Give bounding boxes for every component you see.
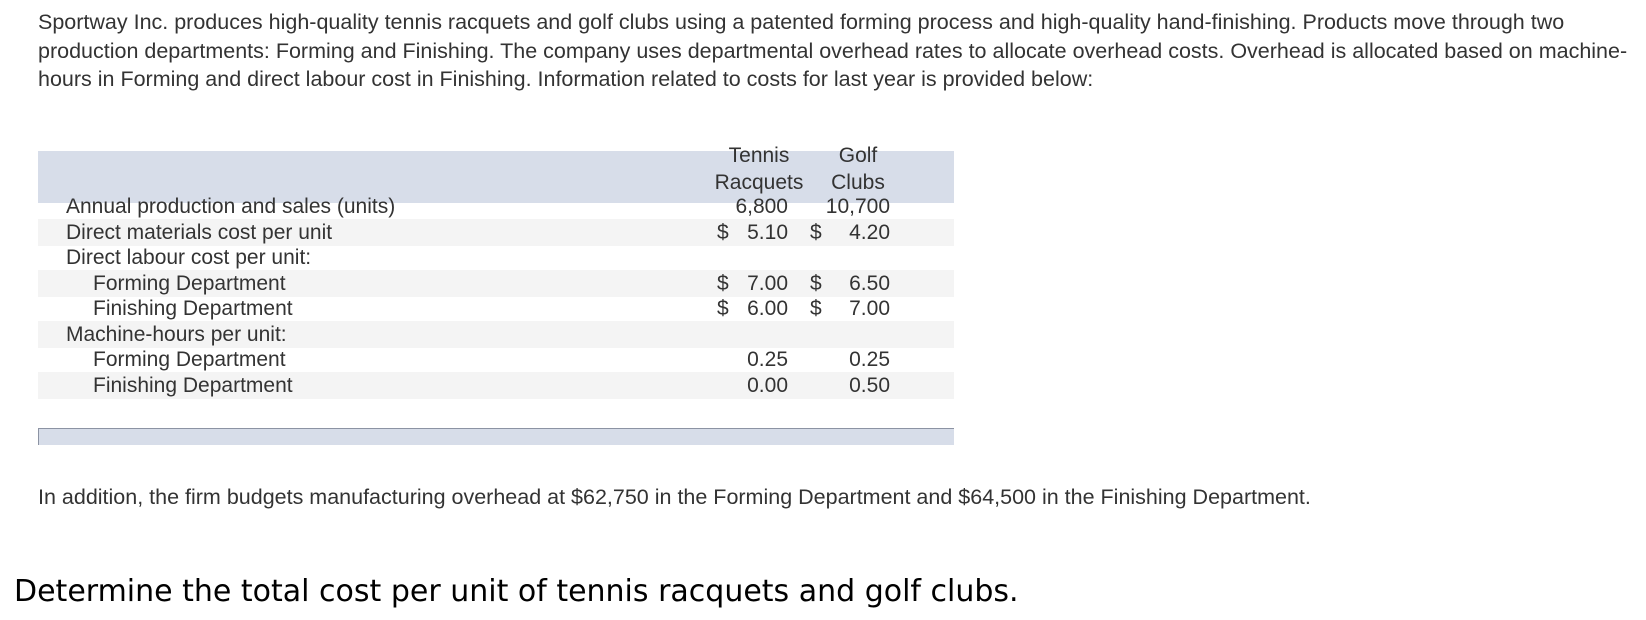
table-row — [38, 244, 954, 271]
cell-tennis-racquets: 0.00 — [747, 373, 788, 397]
row-label: Annual production and sales (units) — [66, 195, 396, 218]
cell-golf-clubs: 6.50 — [849, 271, 890, 295]
row-label: Finishing Department — [93, 297, 293, 320]
cell-tennis-racquets: 6,800 — [735, 195, 788, 218]
row-label: Direct materials cost per unit — [66, 220, 333, 244]
cost-data-table — [38, 144, 954, 445]
overhead-budget-text: In addition, the firm budgets manufacturing overhead at $62,750 in the Forming Department and $64,500 in the Finishing Department. — [38, 485, 1311, 509]
cell-tennis-racquets: 0.25 — [747, 348, 788, 371]
dollar-sign-tennis: $ — [717, 271, 729, 295]
col-header-golf-line1: Golf — [838, 144, 878, 167]
cell-tennis-racquets: 5.10 — [747, 220, 788, 244]
row-label: Finishing Department — [93, 373, 293, 397]
table-footer-tick — [38, 428, 39, 445]
col-header-tennis-line2: Racquets — [714, 171, 804, 194]
cell-golf-clubs: 0.50 — [849, 373, 890, 397]
dollar-sign-golf: $ — [810, 220, 822, 244]
cell-golf-clubs: 7.00 — [849, 297, 890, 320]
dollar-sign-tennis: $ — [717, 220, 729, 244]
col-header-golf-line2: Clubs — [831, 171, 885, 194]
cell-golf-clubs: 0.25 — [849, 348, 890, 371]
cell-golf-clubs: 4.20 — [849, 220, 890, 244]
table-row — [38, 219, 954, 246]
table-row — [38, 321, 954, 348]
col-header-golf-clubs — [820, 142, 896, 196]
problem-description: Sportway Inc. produces high-quality tennis racquets and golf clubs using a patented forming process and high-quality hand-finishing. Products move through two production departments: Forming and Finishing. The company uses departmental overhead rates to allocate overhead costs. Overhead is allocated based on machine-hours in Forming and direct labour cost in Finishing. Information related to costs for last year is provided below: — [38, 10, 1628, 91]
table-row — [38, 270, 954, 297]
cell-tennis-racquets: 7.00 — [747, 271, 788, 295]
cell-golf-clubs: 10,700 — [825, 195, 890, 218]
dollar-sign-golf: $ — [810, 271, 822, 295]
dollar-sign-golf: $ — [810, 297, 822, 320]
cell-tennis-racquets: 6.00 — [747, 297, 788, 320]
row-label: Forming Department — [93, 271, 286, 295]
table-footer-band — [38, 428, 954, 445]
table-row — [38, 346, 954, 373]
dollar-sign-tennis: $ — [717, 297, 729, 320]
question-prompt: Determine the total cost per unit of tennis racquets and golf clubs. — [14, 574, 1019, 609]
table-row — [38, 295, 954, 322]
col-header-tennis-line1: Tennis — [728, 144, 790, 167]
row-label: Direct labour cost per unit: — [66, 246, 312, 269]
table-row — [38, 193, 954, 220]
row-label: Machine-hours per unit: — [66, 322, 287, 346]
table-row — [38, 372, 954, 399]
row-label: Forming Department — [93, 348, 286, 371]
col-header-tennis-racquets — [706, 142, 812, 196]
